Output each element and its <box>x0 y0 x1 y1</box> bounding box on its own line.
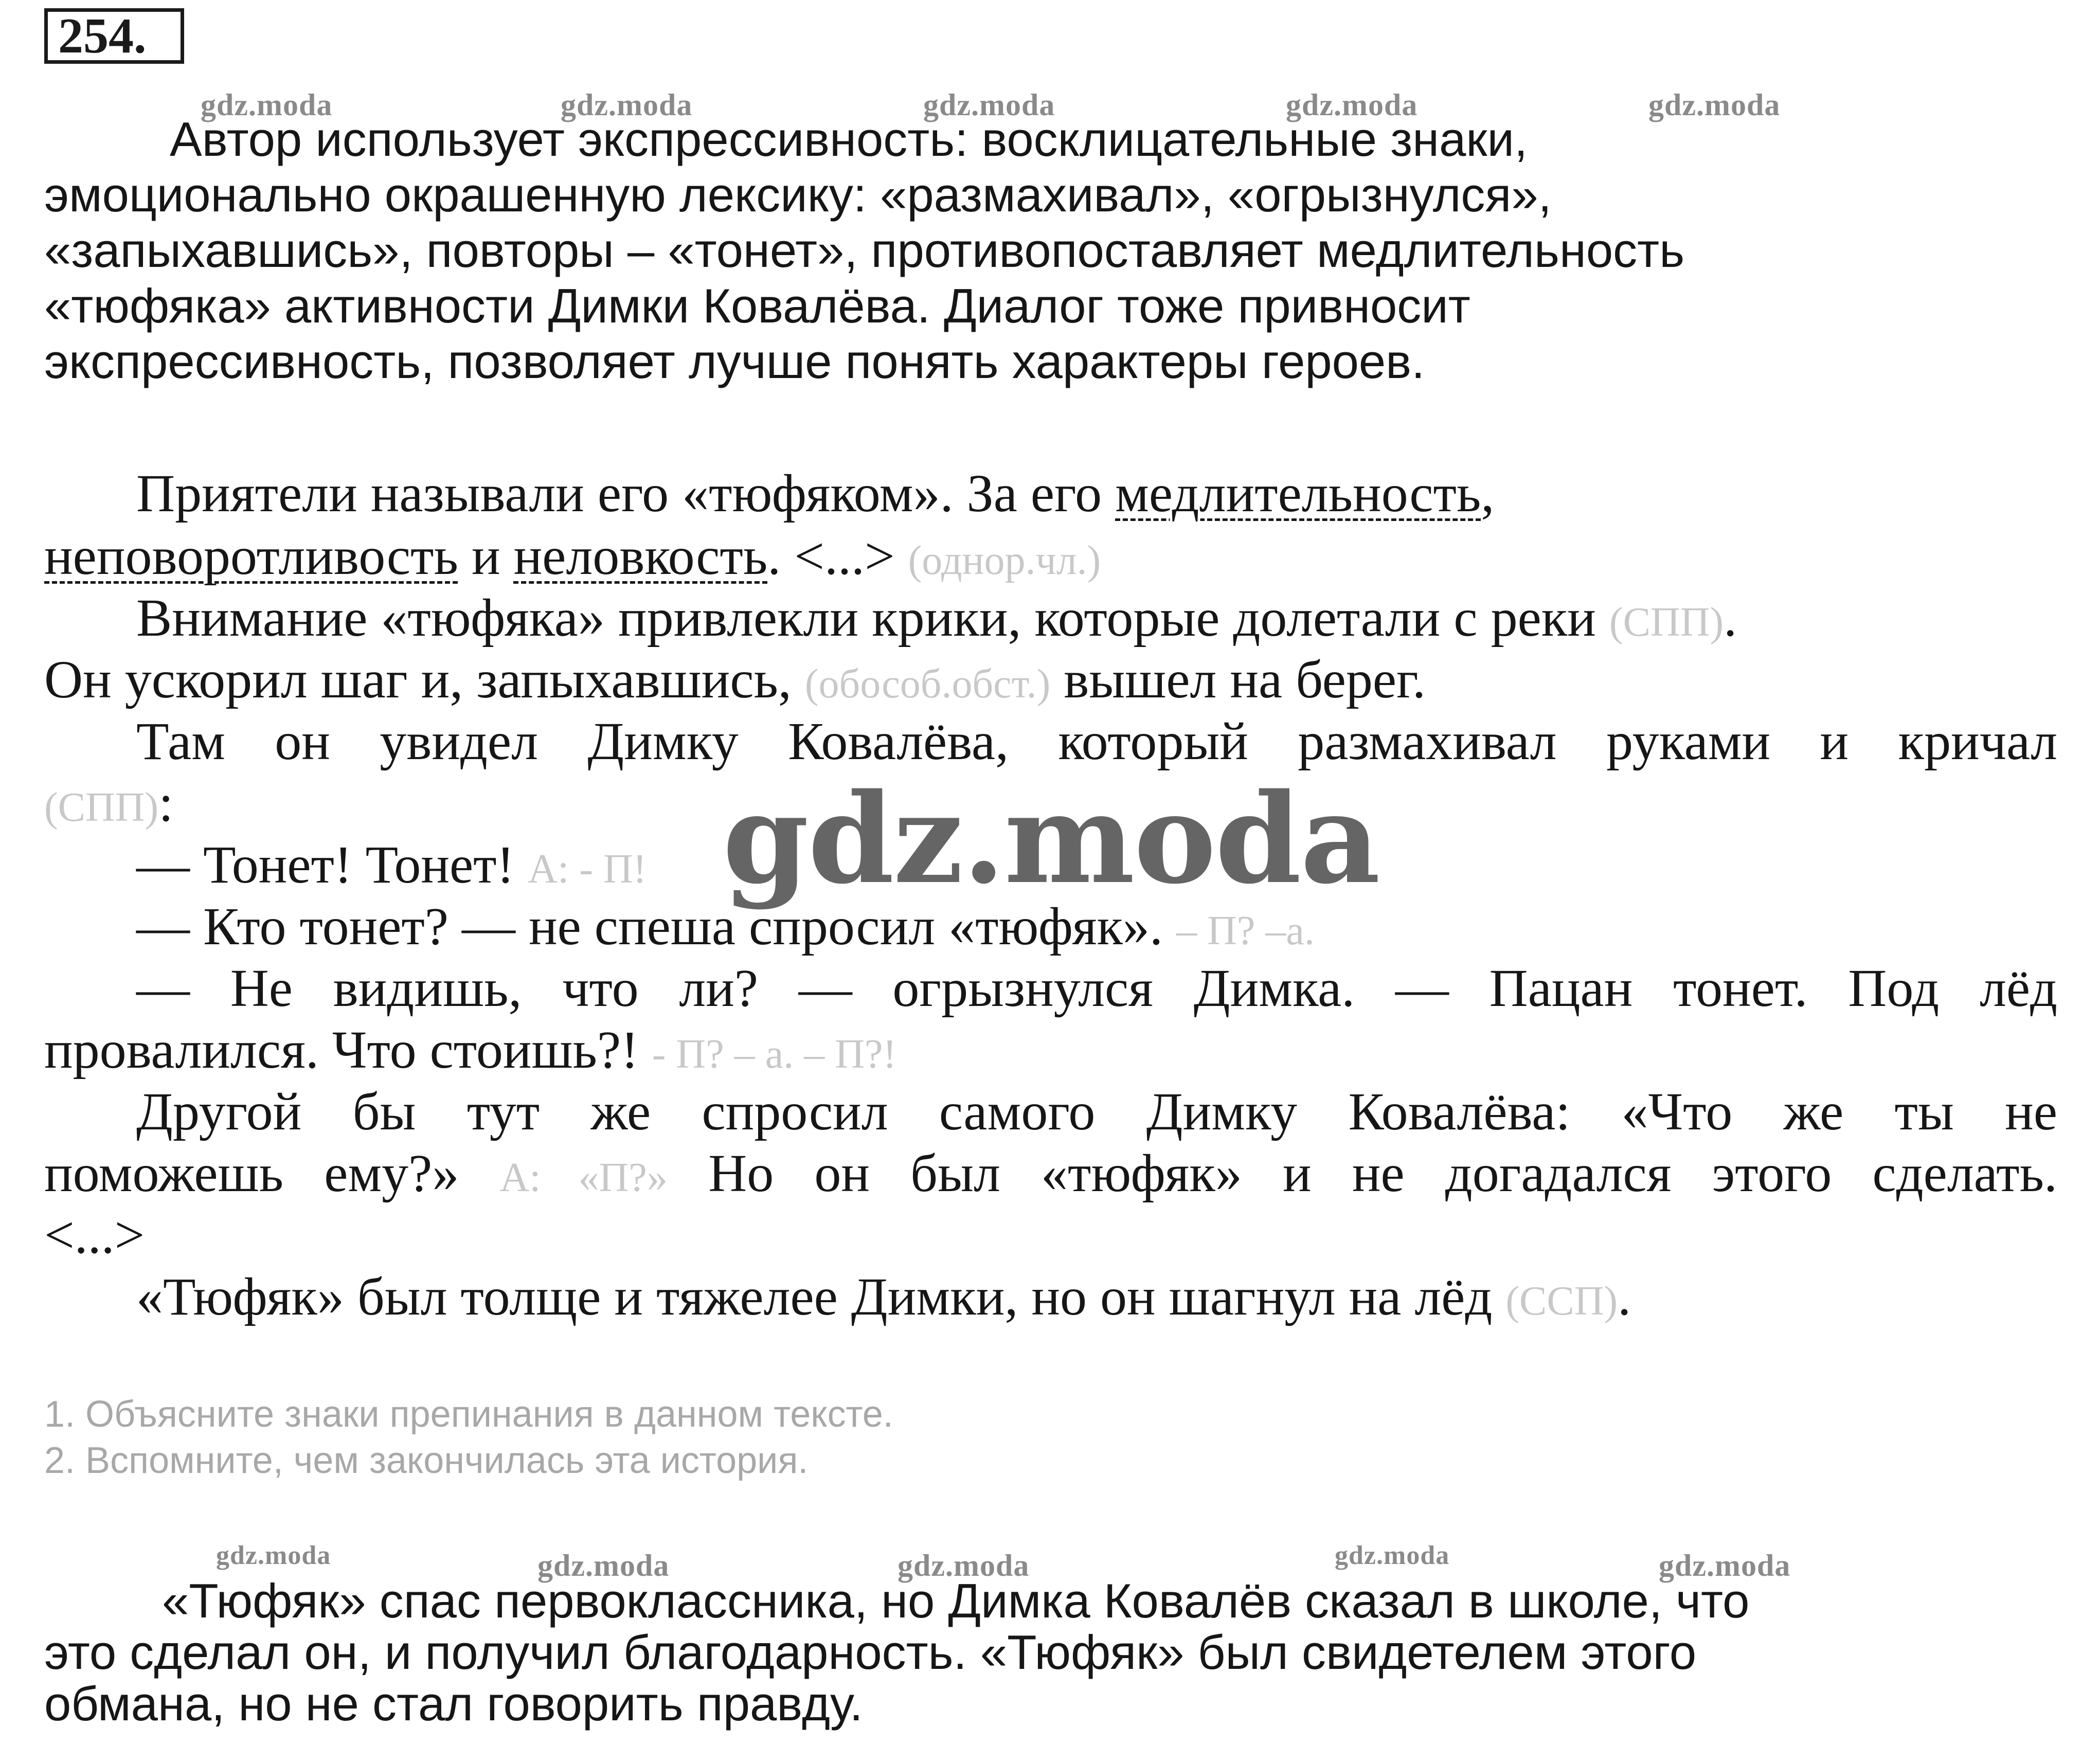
text-line: (СПП): <box>44 773 174 833</box>
question-line: 1. Объясните знаки препинания в данном тексте. <box>44 1394 893 1435</box>
watermark-text: gdz.moda <box>898 1549 1030 1582</box>
annotation: (обособ.обст.) <box>804 661 1051 707</box>
answer-line: «Тюфяк» спас первоклассника, но Димка Ковалёв сказал в школе, что <box>162 1574 1750 1628</box>
dialogue-line: провалился. Что стоишь?! - П? – а. – П?! <box>44 1020 897 1080</box>
underlined-word: медлительность <box>1115 464 1481 523</box>
dialogue-line: — Кто тонет? — не спеша спросил «тюфяк». – П? –а. <box>136 897 1315 956</box>
dialogue-line: — Тонет! Тонет! А: - П! <box>136 835 647 894</box>
annotation: - П? – а. – П?! <box>652 1032 897 1077</box>
text-line: неповоротливость и неловкость. <...> (однор.чл.) <box>44 527 1101 586</box>
watermark-text: gdz.moda <box>201 88 333 122</box>
text-line: поможешь ему?» А: «П?» Но он был «тюфяк» и не догадался этого сделать. <box>44 1144 2058 1203</box>
watermark-text: gdz.moda <box>216 1541 331 1570</box>
answer-line: обмана, но не стал говорить правду. <box>44 1677 863 1731</box>
annotation: – П? –а. <box>1176 908 1315 954</box>
dialogue-line: — Не видишь, что ли? — огрызнулся Димка. — Пацан тонет. Под лёд <box>136 959 2057 1018</box>
text-line: Он ускорил шаг и, запыхавшись, (обособ.обст.) вышел на берег. <box>44 650 1426 709</box>
annotation: (СПП) <box>44 785 159 830</box>
intro-line: Автор использует экспрессивность: восклицательные знаки, <box>170 112 1528 166</box>
watermark-text: gdz.moda <box>1335 1541 1450 1570</box>
text-line: Приятели называли его «тюфяком». За его медлительность, <box>136 464 1495 523</box>
annotation: А: «П?» <box>499 1155 668 1200</box>
annotation: (однор.чл.) <box>908 538 1101 583</box>
exercise-number-text: 254 <box>58 8 134 64</box>
text-line: «Тюфяк» был толще и тяжелее Димки, но он шагнул на лёд (ССП). <box>136 1267 1631 1326</box>
watermark-text: gdz.moda <box>923 88 1055 122</box>
question-line: 2. Вспомните, чем закончилась эта история. <box>44 1440 809 1481</box>
underlined-word: неловкость <box>513 527 768 586</box>
text-line: <...> <box>44 1206 145 1265</box>
intro-line: экспрессивность, позволяет лучше понять характеры героев. <box>44 334 1425 388</box>
watermark-large: gdz.moda <box>723 766 1379 911</box>
watermark-text: gdz.moda <box>561 88 693 122</box>
answer-line: это сделал он, и получил благодарность. «Тюфяк» был свидетелем этого <box>44 1625 1697 1679</box>
annotation: (СПП) <box>1609 600 1724 645</box>
text-line: Внимание «тюфяка» привлекли крики, которые долетали с реки (СПП). <box>136 588 1737 647</box>
text-line: Там он увидел Димку Ковалёва, который размахивал руками и кричал <box>136 712 2057 771</box>
watermark-text: gdz.moda <box>537 1549 670 1582</box>
text-line: Другой бы тут же спросил самого Димку Ковалёва: «Что же ты не <box>136 1082 2057 1141</box>
intro-line: «запыхавшись», повторы – «тонет», противопоставляет медлительность <box>44 223 1685 277</box>
intro-line: «тюфяка» активности Димки Ковалёва. Диалог тоже привносит <box>44 279 1470 333</box>
watermark-text: gdz.moda <box>1659 1549 1791 1582</box>
watermark-text: gdz.moda <box>1648 88 1781 122</box>
watermark-text: gdz.moda <box>1286 88 1418 122</box>
annotation: А: - П! <box>528 847 647 892</box>
intro-line: эмоционально окрашенную лексику: «размахивал», «огрызнулся», <box>44 168 1552 222</box>
underlined-word: неповоротливость <box>44 527 458 586</box>
exercise-number: 254. <box>44 8 184 64</box>
annotation: (ССП) <box>1505 1279 1618 1324</box>
